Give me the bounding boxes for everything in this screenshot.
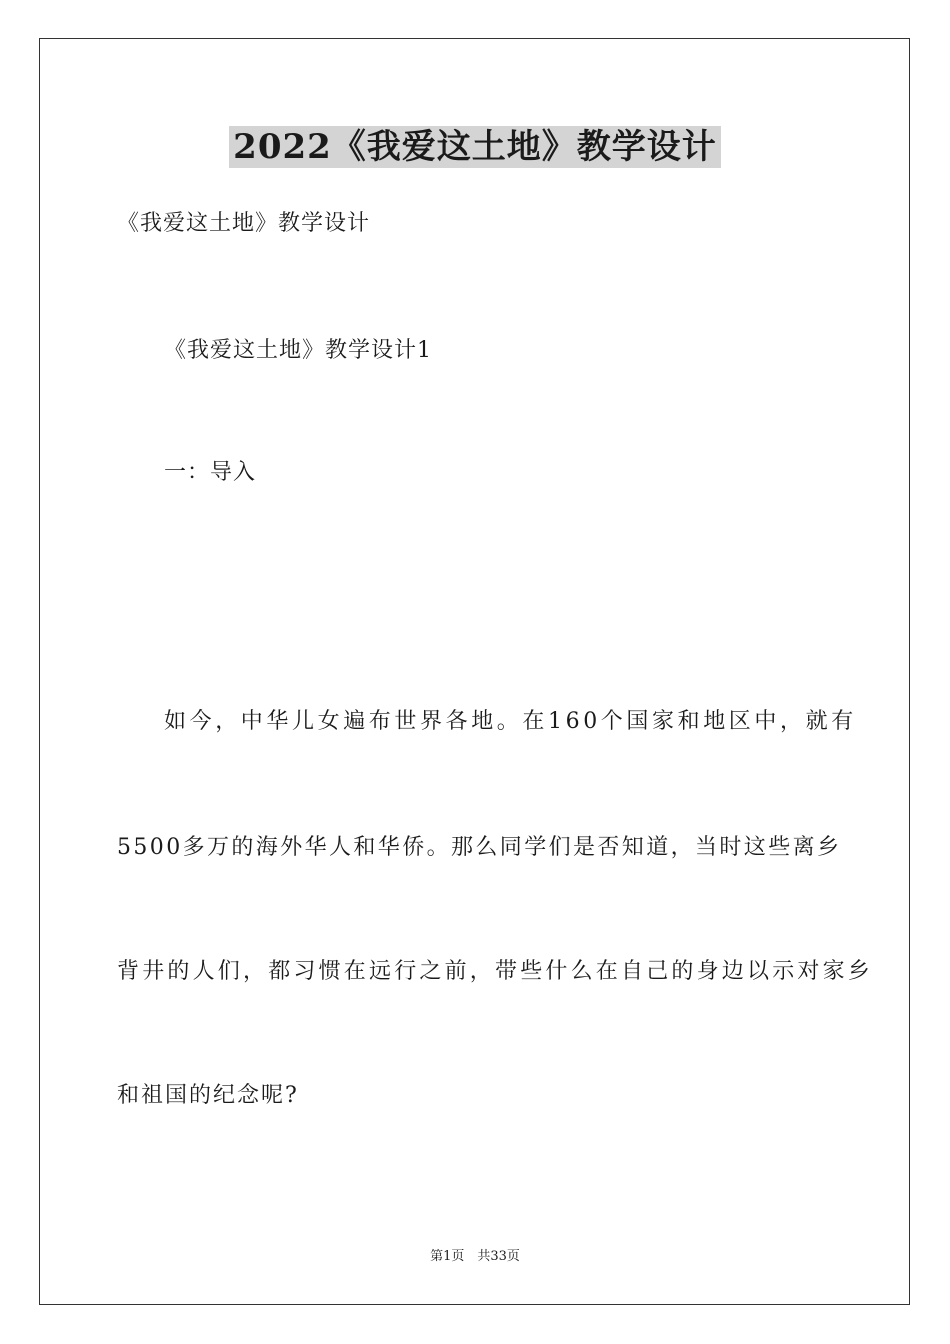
paragraph-line: 和祖国的纪念呢? [117, 1083, 299, 1108]
title-container [0, 126, 950, 168]
document-title: 2022《我爱这土地》教学设计 [229, 126, 721, 168]
paragraph-line: 背井的人们，都习惯在远行之前，带些什么在自己的身边以示对家乡 [117, 959, 874, 984]
step-heading: 一：导入 [164, 460, 257, 485]
paragraph-line: 如今，中华儿女遍布世界各地。在160个国家和地区中，就有 [164, 709, 857, 734]
section-heading: 《我爱这土地》教学设计1 [164, 338, 432, 363]
page-number-footer: 第1页 共33页 [430, 1249, 520, 1264]
document-subtitle: 《我爱这土地》教学设计 [117, 211, 371, 236]
paragraph-line: 5500多万的海外华人和华侨。那么同学们是否知道，当时这些离乡 [117, 835, 842, 860]
